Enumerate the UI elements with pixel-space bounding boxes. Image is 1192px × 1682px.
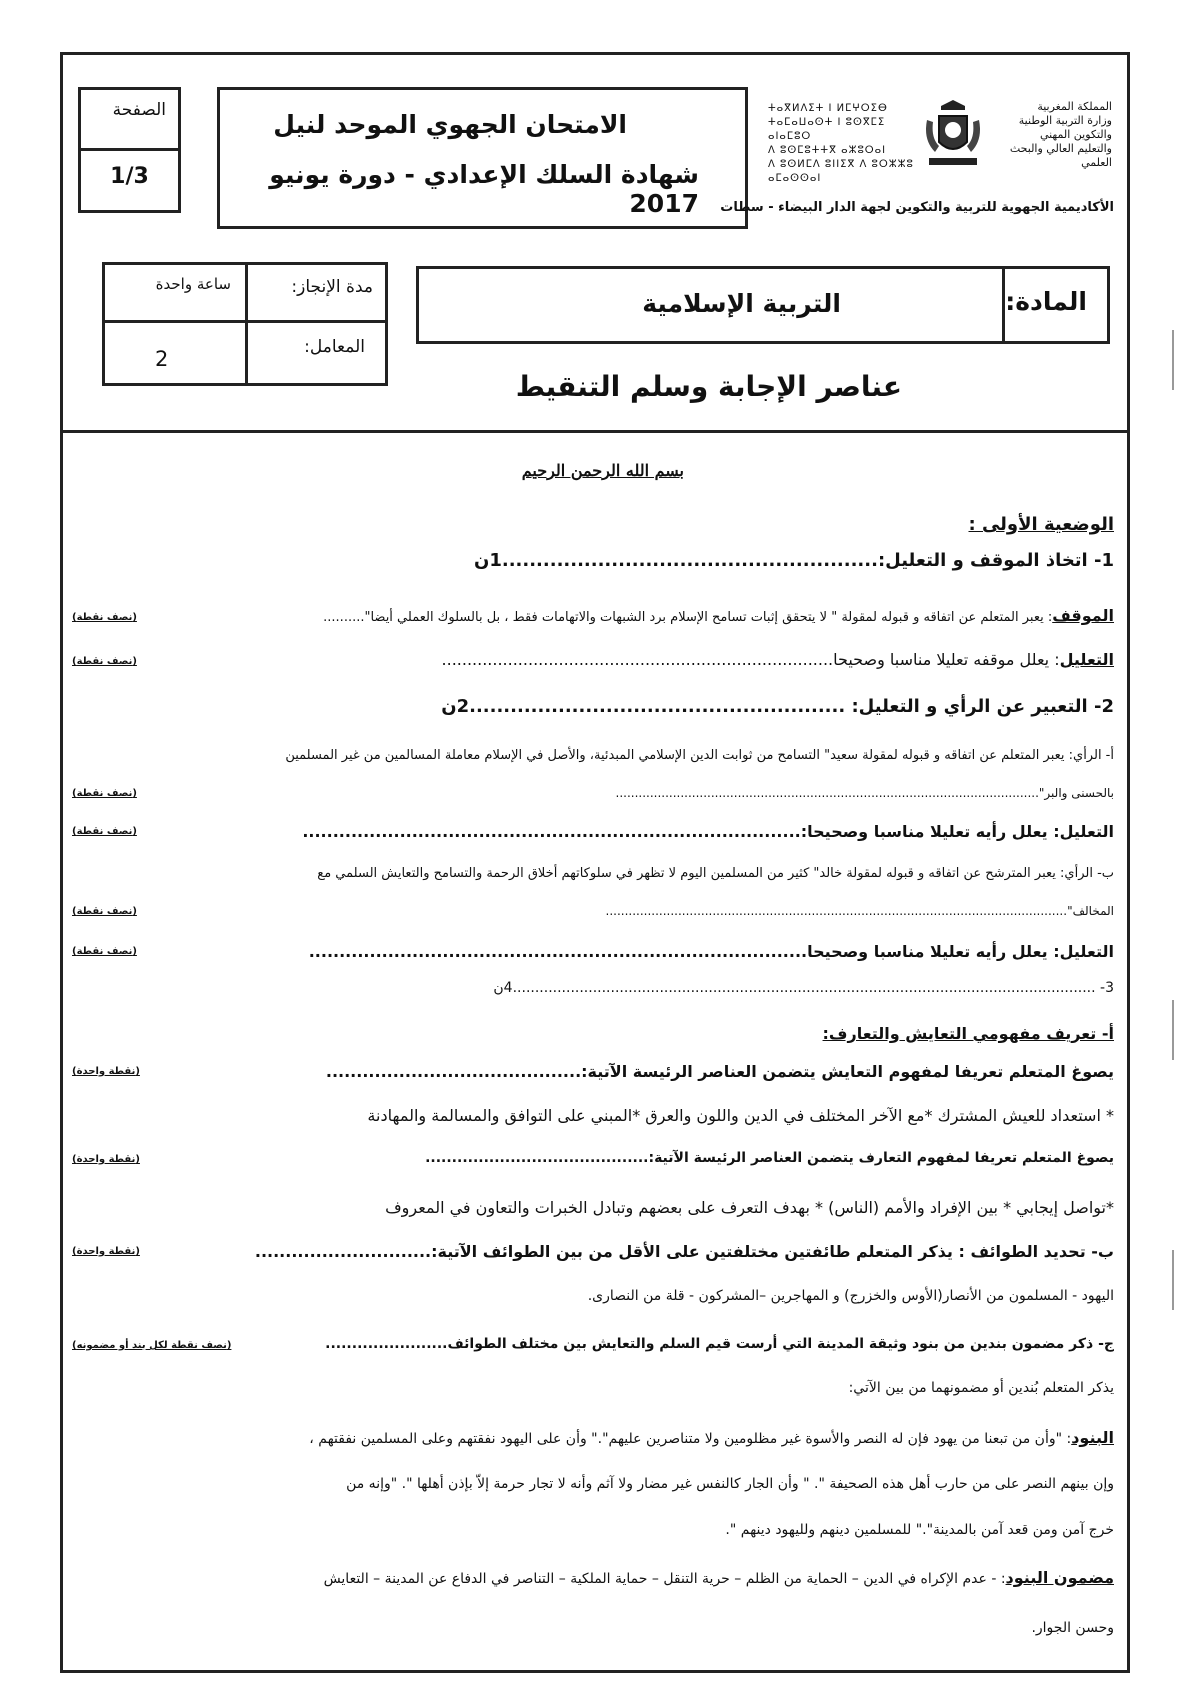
duration-value: ساعة واحدة <box>155 275 231 293</box>
q1-reason-label: التعليل <box>1059 650 1114 669</box>
page-label: الصفحة <box>112 100 166 120</box>
page-number: 1/3 <box>110 164 149 189</box>
items-label: البنود <box>1071 1428 1114 1447</box>
q3c-note: (نصف نقطة لكل بند أو مضمونه) <box>72 1340 232 1351</box>
subject-name: التربية الإسلامية <box>642 289 841 318</box>
q2b-text: ب- الرأي: يعبر المترشح عن اتفاقه و قبوله لمقولة خالد" كثير من المسلمين اليوم لا تظهر في سلوكاتهم أخلاق الرحمة والتسامح والتعايش السلمي مع <box>317 866 1114 881</box>
duration-label: مدة الإنجاز: <box>291 277 373 297</box>
duration-coef-table <box>102 262 388 386</box>
q2a-text: أ- الرأي: يعبر المتعلم عن اتفاقه و قبوله لمقولة سعيد" التسامح من ثوابت الدين الإسلامي المبدئية، والأصل في الإسلام معاملة المسالمين من غير المسلمين <box>285 748 1114 763</box>
q2a-note: (نصف نقطة) <box>72 788 137 799</box>
coef-label: المعامل: <box>304 337 365 357</box>
q3b-note: (نقطة واحدة) <box>72 1246 140 1257</box>
content-line1: مضمون البنود: - عدم الإكراه في الدين – الحماية من الظلم – حرية التنقل – حماية الملكية – التناصر في الدفاع عن المدينة – التعايش <box>323 1568 1114 1587</box>
q1-title: 1- اتخاذ الموقف و التعليل:.......................................................1ن <box>473 550 1114 571</box>
content-line2: وحسن الجوار. <box>1031 1620 1114 1636</box>
q1-position-note: (نصف نقطة) <box>72 612 137 623</box>
q2b-reason-note: (نصف نقطة) <box>72 946 137 957</box>
subject-box <box>416 266 1110 344</box>
q3a-coexist-note: (نقطة واحدة) <box>72 1066 140 1077</box>
q3a-title: أ- تعريف مفهومي التعايش والتعارف: <box>822 1024 1114 1043</box>
q3b-title: ب- تحديد الطوائف : يذكر المتعلم طائفتين مختلفتين على الأقل من بين الطوائف الآتية:............................. <box>254 1242 1114 1261</box>
q1-position-label: الموقف <box>1052 606 1114 625</box>
basmala: بسم الله الرحمن الرحيم <box>521 461 684 480</box>
coat-of-arms-emblem <box>921 96 985 172</box>
q3-title: 3- ...................................................................................................................................4ن <box>493 980 1114 996</box>
q3b-list: اليهود - المسلمون من الأنصار(الأوس والخزرج) و المهاجرين –المشركون - قلة من النصارى. <box>587 1288 1114 1304</box>
ministry-arabic: المملكة المغربية وزارة التربية الوطنية والتكوين المهني والتعليم العالي والبحث العلمي <box>1009 100 1112 169</box>
ministry-tifinagh: ⵜⴰⴳⵍⴷⵉⵜ ⵏ ⵍⵎⵖⵔⵉⴱ ⵜⴰⵎⴰⵡⴰⵙⵜ ⵏ ⵓⵙⴳⵎⵉ ⴰⵏⴰⵎⵓⵔ ⴷ ⵓⵙⵎⵓⵜⵜⴳ ⴰⵣⵓⵔⴰⵏ ⴷ ⵓⵙⵍⵎⴷ ⵓⵏⵏⵉⴳ ⴷ ⵓⵔⵣⵣⵓ ⴰⵎⴰⵙⵙⴰⵏ <box>768 103 914 184</box>
q3c-intro: يذكر المتعلم بُندين أو مضمونهما من بين الآتي: <box>848 1380 1114 1396</box>
margin-mark <box>1172 330 1174 390</box>
q2b-text2: المخالف"......................................................................................................................... <box>605 904 1114 918</box>
subject-label: المادة: <box>1005 287 1087 316</box>
q3a-acquaint: يصوغ المتعلم تعريفا لمفهوم التعارف يتضمن العناصر الرئيسة الآتية:.......................................... <box>425 1150 1114 1166</box>
q1-reason: التعليل: يعلل موقفه تعليلا مناسبا وصحيحا............................................................................. <box>441 650 1114 669</box>
q2b-note: (نصف نقطة) <box>72 906 137 917</box>
academy-name: الأكاديمية الجهوية للتربية والتكوين لجهة الدار البيضاء - سطات <box>720 200 1114 215</box>
page-number-box <box>78 87 181 213</box>
items-line2: وإن بينهم النصر على من حارب أهل هذه الصحيفة ". " وأن الجار كالنفس غير مضار ولا آثم وأنه لا تجار حرمة إلاّ بإذن أهلها ". "وإنه من <box>346 1476 1114 1492</box>
q2a-reason-note: (نصف نقطة) <box>72 826 137 837</box>
q2a-reason: التعليل: يعلل رأيه تعليلا مناسبا وصحيحا:.................................................................................. <box>302 822 1114 841</box>
q1-reason-note: (نصف نقطة) <box>72 656 137 667</box>
items-line3: خرج آمن ومن قعد آمن بالمدينة"." للمسلمين دينهم ولليهود دينهم ". <box>725 1522 1114 1538</box>
q3a-coexist-elements: * استعداد للعيش المشترك *مع الآخر المختلف في الدين واللون والعرق *المبني على التوافق والمسالمة والمهادنة <box>367 1106 1114 1125</box>
q3a-acquaint-elements: *تواصل إيجابي * بين الإفراد والأمم (الناس) * بهدف التعرف على بعضهم وتبادل الخبرات والتعاون في المعروف <box>385 1198 1114 1217</box>
q3a-acquaint-note: (نقطة واحدة) <box>72 1154 140 1165</box>
q3c-title: ج- ذكر مضمون بندين من بنود وثيقة المدينة التي أرست قيم السلم والتعايش بين مختلف الطوائف....................... <box>325 1336 1114 1352</box>
coef-value: 2 <box>155 347 169 371</box>
exam-title-box <box>217 87 748 229</box>
q2-title: 2- التعبير عن الرأي و التعليل: .......................................................2ن <box>441 696 1114 717</box>
situation-title: الوضعية الأولى : <box>968 514 1114 535</box>
q2b-reason: التعليل: يعلل رأيه تعليلا مناسبا وصحيحا.................................................................................. <box>308 942 1114 961</box>
exam-title-line1: الامتحان الجهوي الموحد لنيل <box>273 110 627 139</box>
q2a-text2: بالحسنى والبر"............................................................................................................... <box>615 786 1114 800</box>
margin-mark <box>1172 1000 1174 1060</box>
header-separator <box>60 430 1127 433</box>
q3a-coexist: يصوغ المتعلم تعريفا لمفهوم التعايش يتضمن العناصر الرئيسة الآتية:.......................................... <box>325 1062 1114 1081</box>
margin-mark <box>1172 1250 1174 1310</box>
exam-title-line2: شهادة السلك الإعدادي - دورة يونيو 2017 <box>269 160 699 218</box>
q1-position: الموقف: يعبر المتعلم عن اتفاقه و قبوله لمقولة " لا يتحقق إثبات تسامح الإسلام برد الشبهات والاتهامات فقط ، بل بالسلوك العملي أيضا".......... <box>323 606 1114 625</box>
document-title: عناصر الإجابة وسلم التنقيط <box>515 370 902 403</box>
content-label: مضمون البنود <box>1005 1568 1114 1587</box>
items-line1: البنود: "وأن من تبعنا من يهود فإن له النصر والأسوة غير مظلومين ولا متناصرين عليهم"." وأن على اليهود نفقتهم وعلى المسلمين نفقتهم ، <box>309 1428 1114 1447</box>
